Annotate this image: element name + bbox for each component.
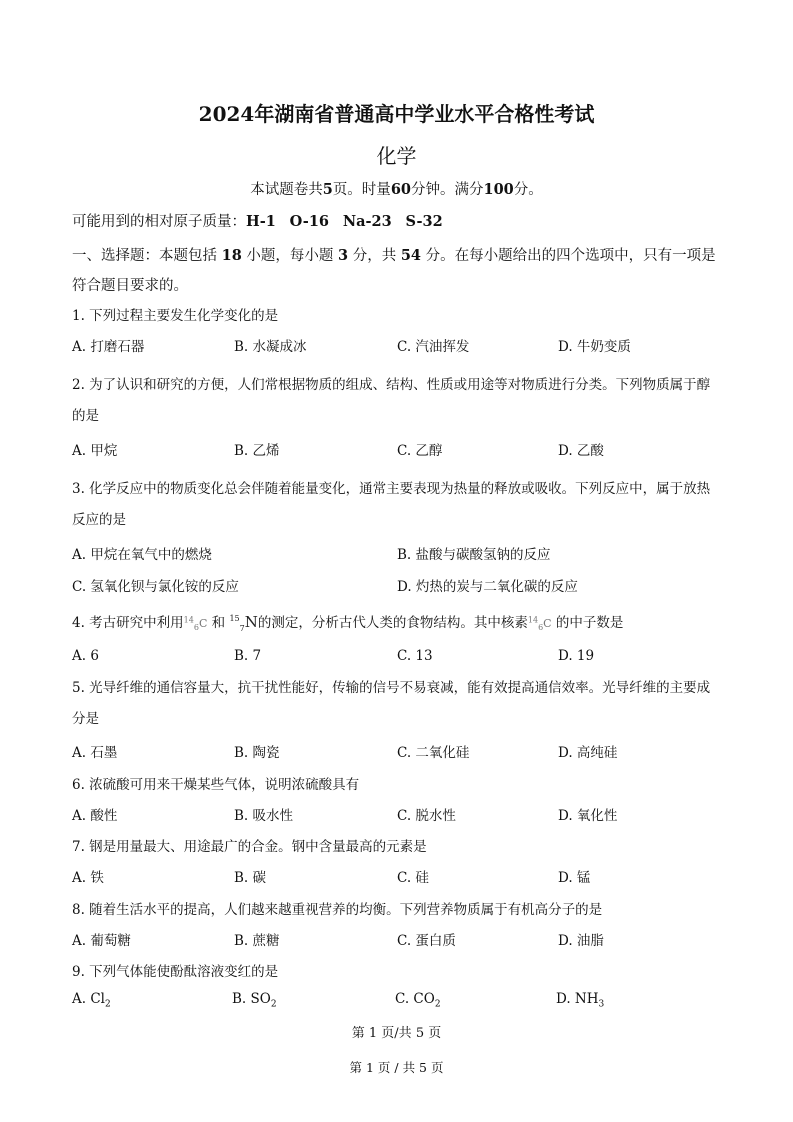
q6-option-a[interactable]: A. 酸性 bbox=[72, 808, 118, 824]
carbon-14-isotope: $^{14}_6$C bbox=[183, 615, 208, 633]
q1-option-d[interactable]: D. 牛奶变质 bbox=[558, 339, 631, 355]
q3-option-d[interactable]: D. 灼热的炭与二氧化碳的反应 bbox=[397, 579, 578, 595]
q3-option-a[interactable]: A. 甲烷在氧气中的燃烧 bbox=[72, 547, 212, 563]
q3-option-b[interactable]: B. 盐酸与碳酸氢钠的反应 bbox=[397, 547, 551, 563]
section-instructions: 一、选择题：本题包括 18 小题，每小题 3 分，共 54 分。在每小题给出的四个选项中，只有一项是符合题目要求的。 bbox=[72, 247, 716, 294]
atomic-masses: 可能用到的相对原子质量：H-1 O-16 Na-23 S-32 bbox=[72, 213, 443, 230]
q6-option-d[interactable]: D. 氧化性 bbox=[558, 808, 618, 824]
q1-option-a[interactable]: A. 打磨石器 bbox=[72, 339, 145, 355]
q4-option-c[interactable]: C. 13 bbox=[397, 648, 433, 664]
subject-title: 化学 bbox=[376, 144, 417, 168]
q9-option-d[interactable]: D. $NH_3$ bbox=[556, 991, 605, 1010]
q7-option-a[interactable]: A. 铁 bbox=[72, 870, 104, 886]
question-9-stem: 9. 下列气体能使酚酞溶液变红的是 bbox=[72, 964, 279, 980]
q7-option-b[interactable]: B. 碳 bbox=[234, 870, 267, 886]
question-3-stem: 3. 化学反应中的物质变化总会伴随着能量变化，通常主要表现为热量的释放或吸收。下列反应中，属于放热反应的是 bbox=[72, 481, 711, 528]
q9-option-c[interactable]: C. $CO_2$ bbox=[395, 991, 441, 1010]
q2-option-a[interactable]: A. 甲烷 bbox=[72, 443, 118, 459]
q2-option-d[interactable]: D. 乙酸 bbox=[558, 443, 604, 459]
q4-option-a[interactable]: A. 6 bbox=[72, 648, 99, 664]
q5-option-a[interactable]: A. 石墨 bbox=[72, 745, 118, 761]
q9-option-a[interactable]: A. $Cl_2$ bbox=[72, 991, 111, 1010]
question-2-stem: 2. 为了认识和研究的方便，人们常根据物质的组成、结构、性质或用途等对物质进行分类。下列物质属于醇的是 bbox=[72, 377, 711, 424]
nitrogen-15-isotope: $^{15}_7$N bbox=[229, 613, 258, 633]
q3-option-c[interactable]: C. 氢氧化钡与氯化铵的反应 bbox=[72, 579, 239, 595]
q9-option-b[interactable]: B. $SO_2$ bbox=[232, 991, 277, 1010]
q5-option-c[interactable]: C. 二氧化硅 bbox=[397, 745, 470, 761]
question-5-stem: 5. 光导纤维的通信容量大，抗干扰性能好，传输的信号不易衰减，能有效提高通信效率。光导纤维的主要成分是 bbox=[72, 680, 711, 727]
q5-option-b[interactable]: B. 陶瓷 bbox=[234, 745, 280, 761]
q7-option-c[interactable]: C. 硅 bbox=[397, 870, 429, 886]
q1-option-c[interactable]: C. 汽油挥发 bbox=[397, 339, 470, 355]
q4-option-d[interactable]: D. 19 bbox=[558, 648, 595, 664]
question-7-stem: 7. 钢是用量最大、用途最广的合金。钢中含量最高的元素是 bbox=[72, 839, 427, 855]
q1-option-b[interactable]: B. 水凝成冰 bbox=[234, 339, 307, 355]
q4-option-b[interactable]: B. 7 bbox=[234, 648, 262, 664]
q6-option-c[interactable]: C. 脱水性 bbox=[397, 808, 456, 824]
q8-option-c[interactable]: C. 蛋白质 bbox=[397, 933, 456, 949]
q8-option-b[interactable]: B. 蔗糖 bbox=[234, 933, 280, 949]
exam-info: 本试题卷共5页。时量60分钟。满分100分。 bbox=[250, 181, 543, 198]
exam-title: 2024年湖南省普通高中学业水平合格性考试 bbox=[198, 102, 595, 126]
q8-option-a[interactable]: A. 葡萄糖 bbox=[72, 933, 131, 949]
question-6-stem: 6. 浓硫酸可用来干燥某些气体，说明浓硫酸具有 bbox=[72, 777, 360, 793]
question-1-stem: 1. 下列过程主要发生化学变化的是 bbox=[72, 308, 279, 324]
q7-option-d[interactable]: D. 锰 bbox=[558, 870, 591, 886]
q2-option-b[interactable]: B. 乙烯 bbox=[234, 443, 280, 459]
carbon-14-isotope-2: $^{14}_6$C bbox=[527, 615, 552, 633]
question-8-stem: 8. 随着生活水平的提高，人们越来越重视营养的均衡。下列营养物质属于有机高分子的是 bbox=[72, 902, 603, 918]
page-footer: 第 1 页 / 共 5 页 bbox=[349, 1060, 444, 1075]
q8-option-d[interactable]: D. 油脂 bbox=[558, 933, 604, 949]
question-4-stem: 4. 考古研究中利用$^{14}_6$C 和 $^{15}_7$N的测定，分析古代人类的食物结构。其中核素$^{14}_6$C 的中子数是 bbox=[72, 613, 624, 633]
q2-option-c[interactable]: C. 乙醇 bbox=[397, 443, 443, 459]
page-footer-inner: 第 1 页/共 5 页 bbox=[351, 1026, 442, 1041]
q5-option-d[interactable]: D. 高纯硅 bbox=[558, 745, 618, 761]
q6-option-b[interactable]: B. 吸水性 bbox=[234, 808, 294, 824]
